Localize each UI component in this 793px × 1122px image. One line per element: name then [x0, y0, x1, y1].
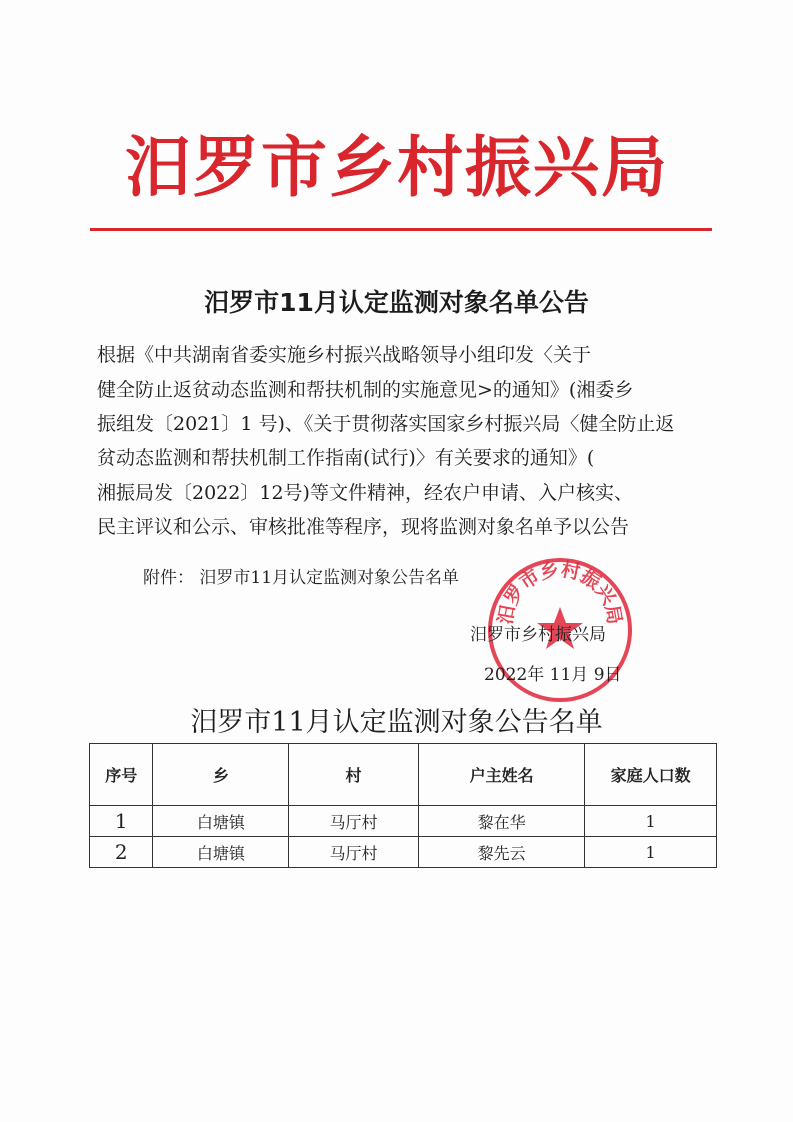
monitoring-list-table — [89, 743, 717, 868]
column-header-family-size: 家庭人口数 — [585, 744, 717, 806]
body-paragraph-line: 民主评议和公示、审核批准等程序，现将监测对象名单予以公告 — [97, 516, 630, 538]
body-paragraph-line: 湘振局发〔2022〕12号)等文件精神，经农户申请、入户核实、 — [97, 482, 633, 504]
body-paragraph-line: 贫动态监测和帮扶机制工作指南(试行)〉有关要求的通知》( — [97, 447, 595, 469]
column-header-township: 乡 — [153, 744, 289, 806]
column-header-village: 村 — [289, 744, 419, 806]
document-title: 汨罗市11月认定监测对象名单公告 — [204, 288, 589, 317]
cell-village: 马厅村 — [289, 837, 419, 868]
svg-text:汨罗市乡村振兴局: 汨罗市乡村振兴局 — [494, 558, 626, 626]
cell-seq: 1 — [90, 806, 153, 837]
column-header-seq: 序号 — [90, 744, 153, 806]
header-red-rule — [90, 228, 712, 231]
cell-township: 白塘镇 — [153, 806, 289, 837]
cell-family-size: 1 — [585, 806, 717, 837]
signature-organization: 汨罗市乡村振兴局 — [470, 625, 606, 645]
table-header-row — [90, 744, 717, 806]
body-paragraph-line: 健全防止返贫动态监测和帮扶机制的实施意见>的通知》(湘委乡 — [97, 379, 634, 401]
cell-seq: 2 — [90, 837, 153, 868]
cell-householder: 黎在华 — [418, 806, 584, 837]
table-row — [90, 806, 717, 837]
list-title: 汨罗市11月认定监测对象公告名单 — [190, 707, 603, 738]
cell-village: 马厅村 — [289, 806, 419, 837]
table-row — [90, 837, 717, 868]
signature-date: 2022年 11月 9日 — [484, 665, 622, 685]
cell-township: 白塘镇 — [153, 837, 289, 868]
cell-householder: 黎先云 — [418, 837, 584, 868]
attachment-note: 附件： 汨罗市11月认定监测对象公告名单 — [143, 568, 460, 588]
cell-family-size: 1 — [585, 837, 717, 868]
body-paragraph-line: 振组发〔2021〕1 号)、《关于贯彻落实国家乡村振兴局〈健全防止返 — [97, 413, 675, 435]
column-header-householder: 户主姓名 — [418, 744, 584, 806]
body-paragraph-line: 根据《中共湖南省委实施乡村振兴战略领导小组印发〈关于 — [97, 344, 592, 366]
agency-header: 汨罗市乡村振兴局 — [125, 129, 669, 206]
